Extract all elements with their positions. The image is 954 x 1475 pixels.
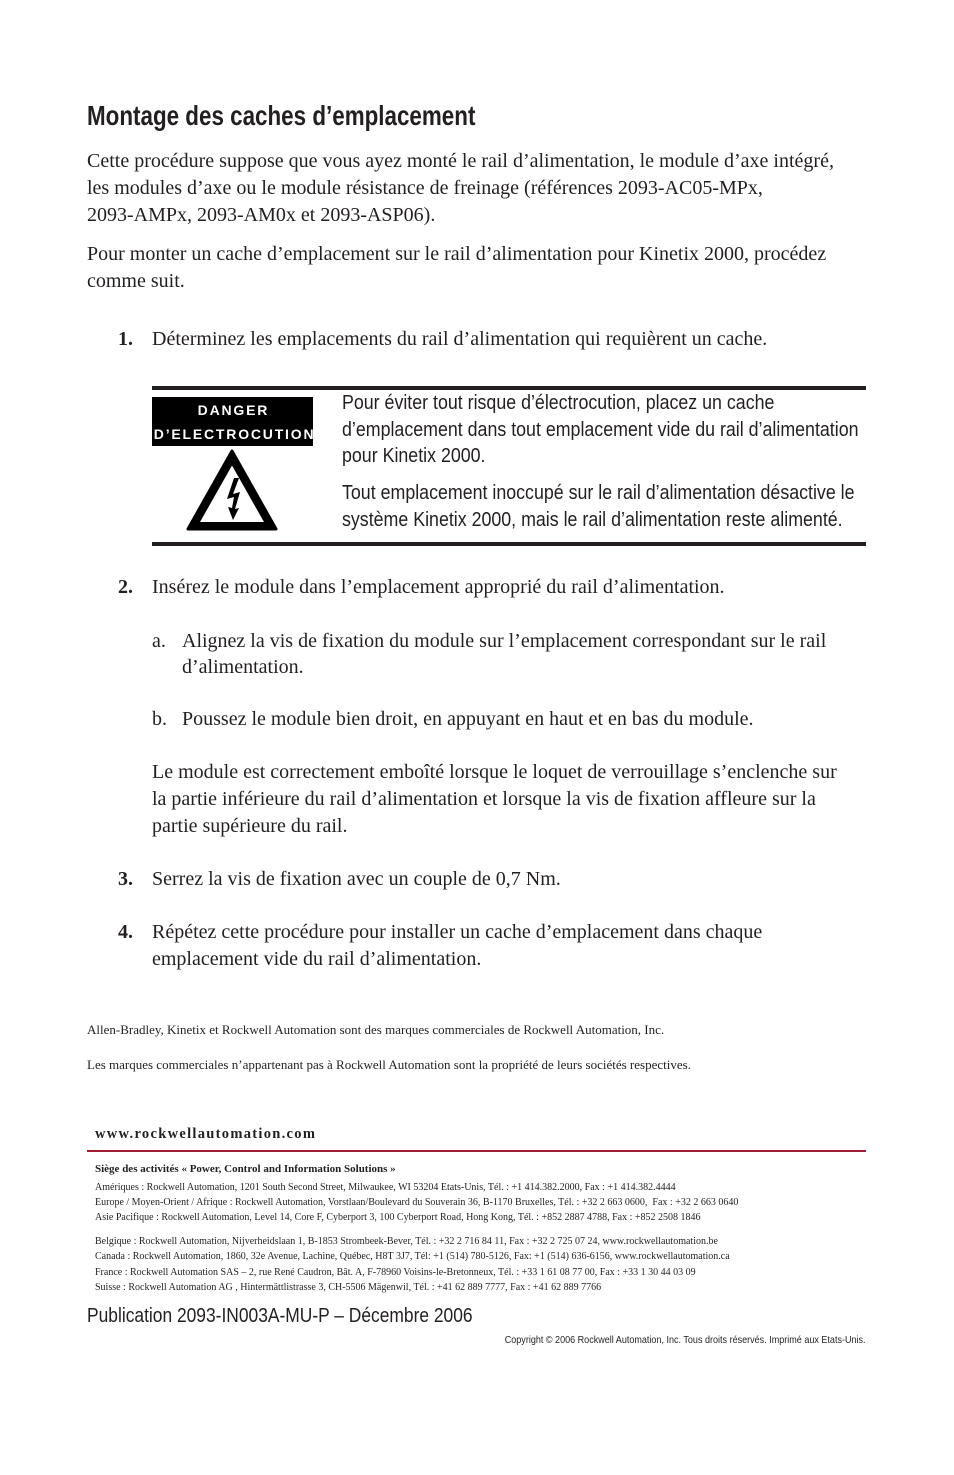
electrical-hazard-triangle-icon [186,449,278,533]
danger-paragraph-2 [342,480,858,533]
text-line: la partie inférieure du rail d’alimentation et lorsque la vis de fixation affleure sur la [152,788,816,810]
regional-offices [95,1180,738,1225]
substep-letter: a. [152,630,166,652]
step-text [152,574,725,601]
trademark-note: Allen-Bradley, Kinetix et Rockwell Automation sont des marques commerciales de Rockwell Automation, Inc. [87,1022,665,1037]
step-text [152,326,767,353]
step-text [152,919,762,973]
address-line: Asie Pacifique : Rockwell Automation, Level 14, Core F, Cyberport 3, 100 Cyberport Road, Hong Kong, Tél. : +852 2887 4788, Fax : +852 2508 1846 [95,1212,701,1223]
text-line: Répétez cette procédure pour installer un cache d’emplacement dans chaque [152,921,763,943]
address-line: Belgique : Rockwell Automation, Nijverheidslaan 1, B-1853 Strombeek-Bever, Tél. : +32 2 716 84 11, Fax : +32 2 725 07 24, www.rockwellautomation.be [95,1236,718,1247]
danger-paragraph-1 [342,390,858,470]
section-heading: Montage des caches d’emplacement [87,100,476,131]
text-line: Déterminez les emplacements du rail d’alimentation qui requièrent un cache. [152,328,768,350]
text-line: Tout emplacement inoccupé sur le rail d’alimentation désactive le [342,482,855,504]
address-line: Suisse : Rockwell Automation AG , Hintermättlistrasse 3, CH-5506 Mägenwil, Tél. : +41 62 889 7777, Fax : +41 62 889 7766 [95,1281,602,1293]
text-line: Pour monter un cache d’emplacement sur le rail d’alimentation pour Kinetix 2000, procédez [87,243,827,265]
step-2 [0,574,954,864]
danger-label-line: DANGER [197,402,270,418]
danger-label [152,397,316,446]
text-line: 2093-AMPx, 2093-AM0x et 2093-ASP06). [87,204,436,226]
step-number: 1. [118,328,133,350]
address-line: Europe / Moyen-Orient / Afrique : Rockwell Automation, Vorstlaan/Boulevard du Souverain 36, B-1170 Bruxelles, Tél. : +32 2 663 0600, Fax : +32 2 663 0640 [95,1197,739,1208]
local-offices [95,1234,730,1295]
substep-b-text [182,706,754,733]
step-number: 2. [118,576,133,598]
text-line: d’emplacement dans tout emplacement vide du rail d’alimentation [342,418,859,441]
substep-a-text [182,628,826,680]
headquarters-title: Siège des activités « Power, Control and Information Solutions » [95,1163,396,1175]
text-line: les modules d’axe ou le module résistance de freinage (références 2093-AC05-MPx, [87,177,763,199]
text-line: Poussez le module bien droit, en appuyant en haut et en bas du module. [182,708,754,730]
text-line: partie supérieure du rail. [152,815,348,837]
text-line: d’alimentation. [182,656,304,678]
intro-paragraph-1 [87,148,834,229]
website-url: www.rockwellautomation.com [95,1126,317,1142]
text-line: Pour éviter tout risque d’électrocution, placez un cache [342,392,775,414]
text-line: pour Kinetix 2000. [342,445,486,467]
step-2-result [152,759,837,840]
danger-bottom-rule [152,542,866,546]
publication-number: Publication 2093-IN003A-MU-P – Décembre 2006 [87,1305,473,1327]
danger-label-line: D’ELECTROCUTION [153,426,316,442]
text-line: emplacement vide du rail d’alimentation. [152,948,482,970]
text-line: Alignez la vis de fixation du module sur l’emplacement correspondant sur le rail [182,630,827,652]
address-line: France : Rockwell Automation SAS – 2, rue René Caudron, Bât. A, F-78960 Voisins-le-Bretonneux, Tél. : +33 1 61 08 77 00, Fax : +33 1 30 44 03 09 [95,1266,696,1278]
text-line: système Kinetix 2000, mais le rail d’alimentation reste alimenté. [342,508,843,531]
intro-paragraph-2 [87,241,826,295]
trademark-note: Les marques commerciales n’appartenant pas à Rockwell Automation sont la propriété de leurs sociétés respectives. [87,1057,691,1072]
text-line: Cette procédure suppose que vous ayez monté le rail d’alimentation, le module d’axe intégré, [87,150,834,172]
danger-message [342,390,858,533]
step-text [152,866,561,893]
footer-rule [87,1150,866,1152]
step-number: 4. [118,921,133,943]
text-line: comme suit. [87,270,185,292]
text-line: Insérez le module dans l’emplacement approprié du rail d’alimentation. [152,576,725,598]
text-line: Le module est correctement emboîté lorsque le loquet de verrouillage s’enclenche sur [152,761,837,783]
text-line: Serrez la vis de fixation avec un couple de 0,7 Nm. [152,868,561,890]
step-number: 3. [118,868,133,890]
substep-letter: b. [152,708,167,730]
copyright-notice: Copyright © 2006 Rockwell Automation, Inc. Tous droits réservés. Imprimé aux Etats-Unis. [505,1334,866,1346]
address-line: Amériques : Rockwell Automation, 1201 South Second Street, Milwaukee, WI 53204 Etats-Unis, Tél. : +1 414.382.2000, Fax : +1 414.382.4444 [95,1182,676,1193]
address-line: Canada : Rockwell Automation, 1860, 32e Avenue, Lachine, Québec, H8T 3J7, Tél: +1 (514) 780-5126, Fax: +1 (514) 636-6156, www.rockwellautomation.ca [95,1251,730,1263]
